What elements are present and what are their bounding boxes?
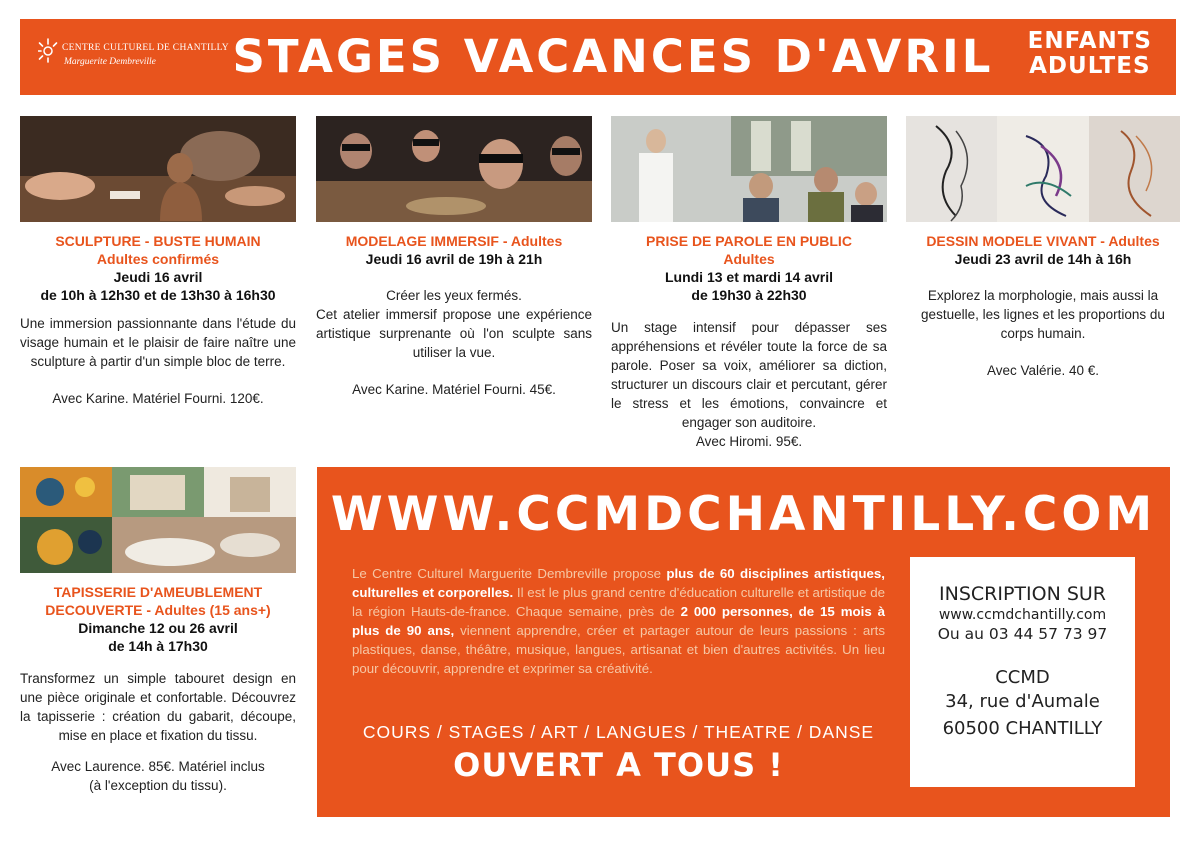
card-details [20,757,296,795]
card-title-line-2: Adultes confirmés [96,251,220,267]
logo [38,35,229,79]
card-details: Avec Karine. Matériel Fourni. 120€. [52,391,264,406]
card-description: Cet atelier immersif propose une expérience artistique surprenante où l'on sculpte sans utiliser la vue. [316,307,592,360]
header-banner [20,19,1176,95]
card-title [20,583,296,619]
desc-part-3: Il est le plus grand centre d'éducation culturelle et artistique de la région Hauts-de-france. Chaque semaine, près de [352,585,885,619]
card-title [20,232,296,268]
card-description: Transformez un simple tabouret design en une pièce originale et confortable. Découvrez la tapisserie : création du gabarit, découpe, mise en place et fixation du tissu. [20,671,296,743]
card-title-line-2: Adultes [723,251,775,267]
card-dates [20,619,296,655]
audience-label [1028,29,1152,79]
card-dates [316,250,592,268]
card-description: Un stage intensif pour dépasser ses appréhensions et révéler toute la force de sa parole. Poser sa voix, améliorer sa diction, structurer un discours clair et percutant, gérer le stress et les émotions, convaincre et engager son auditoire. [611,320,887,430]
card-title-line-1: TAPISSERIE D'AMEUBLEMENT [53,584,263,600]
organization-name: CCMD [995,667,1050,688]
logo-line-2: Marguerite Dembreville [64,57,156,67]
tapisserie-photo [20,467,296,573]
website-banner[interactable]: WWW.CCMDCHANTILLY.COM [330,487,1157,542]
card-dates-line-1: Lundi 13 et mardi 14 avril [664,269,834,285]
course-card-dessin [906,116,1180,380]
desc-part-5: viennent apprendre, créer et partager autour de leurs passions : arts plastiques, danse, théâtre, musique, langues, artisanat et bien d'autres activités. Un lieu pour découvrir, apprendre et exprimer sa créativité. [352,623,885,676]
card-title-line-2: DECOUVERTE - Adultes (15 ans+) [45,602,271,618]
card-title [316,232,592,250]
card-dates-line-1: Dimanche 12 ou 26 avril [78,620,238,636]
audience-line-2: ADULTES [1029,53,1151,79]
card-details-line-2: (à l'exception du tissu). [89,778,227,793]
card-title-line-1: SCULPTURE - BUSTE HUMAIN [55,233,261,249]
prise-de-parole-photo [611,116,887,222]
card-dates-line-1: Jeudi 23 avril de 14h à 16h [954,251,1132,267]
card-details: Avec Valérie. 40 €. [986,363,1100,378]
promo-panel [317,467,1170,817]
open-to-all: OUVERT A TOUS ! [453,746,784,784]
card-dates-line-1: Jeudi 16 avril [113,269,203,285]
course-card-modelage [316,116,592,399]
card-description: Une immersion passionnante dans l'étude du visage humain et le plaisir de faire naître une sculpture à partir d'un simple bloc de terre. [20,316,296,369]
inscription-phone[interactable]: Ou au 03 44 57 73 97 [937,625,1108,643]
address-line-1: 34, rue d'Aumale [945,691,1100,712]
logo-line-1: CENTRE CULTUREL DE CHANTILLY [62,43,229,53]
card-dates-line-2: de 10h à 12h30 et de 13h30 à 16h30 [40,287,276,303]
card-title [906,232,1180,250]
card-dates-line-2: de 19h30 à 22h30 [691,287,807,303]
card-dates-line-1: Jeudi 16 avril de 19h à 21h [365,251,543,267]
course-card-tapisserie [20,467,296,795]
card-details: Avec Karine. Matériel Fourni. 45€. [352,382,556,397]
card-title-line-1: DESSIN MODELE VIVANT - Adultes [926,233,1160,249]
disciplines-list: COURS / STAGES / ART / LANGUES / THEATRE / DANSE [362,722,875,742]
desc-highlight-disciplines: plus de 60 disciplines artistiques, culturelles et corporelles. [352,566,885,600]
address-line-2: 60500 CHANTILLY [942,718,1103,739]
card-dates [20,268,296,304]
desc-part-1: Le Centre Culturel Marguerite Dembreville propose [352,566,667,581]
audience-line-1: ENFANTS [1027,28,1152,54]
card-description: Explorez la morphologie, mais aussi la gestuelle, les lignes et les proportions du corps humain. [921,288,1165,341]
card-details: Avec Hiromi. 95€. [695,434,803,449]
card-title-line-1: PRISE DE PAROLE EN PUBLIC [646,233,852,249]
inscription-website[interactable]: www.ccmdchantilly.com [938,607,1107,623]
card-details-line-1: Avec Laurence. 85€. Matériel inclus [51,759,265,774]
inscription-box [910,557,1135,787]
card-description-intro: Créer les yeux fermés. [386,288,522,303]
course-card-sculpture [20,116,296,408]
card-title [611,232,887,268]
sun-logo-icon [38,37,64,63]
course-card-prise-de-parole [611,116,887,451]
card-dates [906,250,1180,268]
inscription-title: INSCRIPTION SUR [939,583,1106,605]
page-title: STAGES VACANCES D'AVRIL [232,30,994,83]
desc-highlight-people: 2 000 personnes, de 15 mois à plus de 90 ans, [352,604,885,638]
card-dates [611,268,887,304]
center-description [352,564,885,678]
card-dates-line-2: de 14h à 17h30 [108,638,208,654]
card-title-line-1: MODELAGE IMMERSIF - Adultes [345,233,563,249]
modelage-photo [316,116,592,222]
dessin-photo [906,116,1180,222]
sculpture-photo [20,116,296,222]
